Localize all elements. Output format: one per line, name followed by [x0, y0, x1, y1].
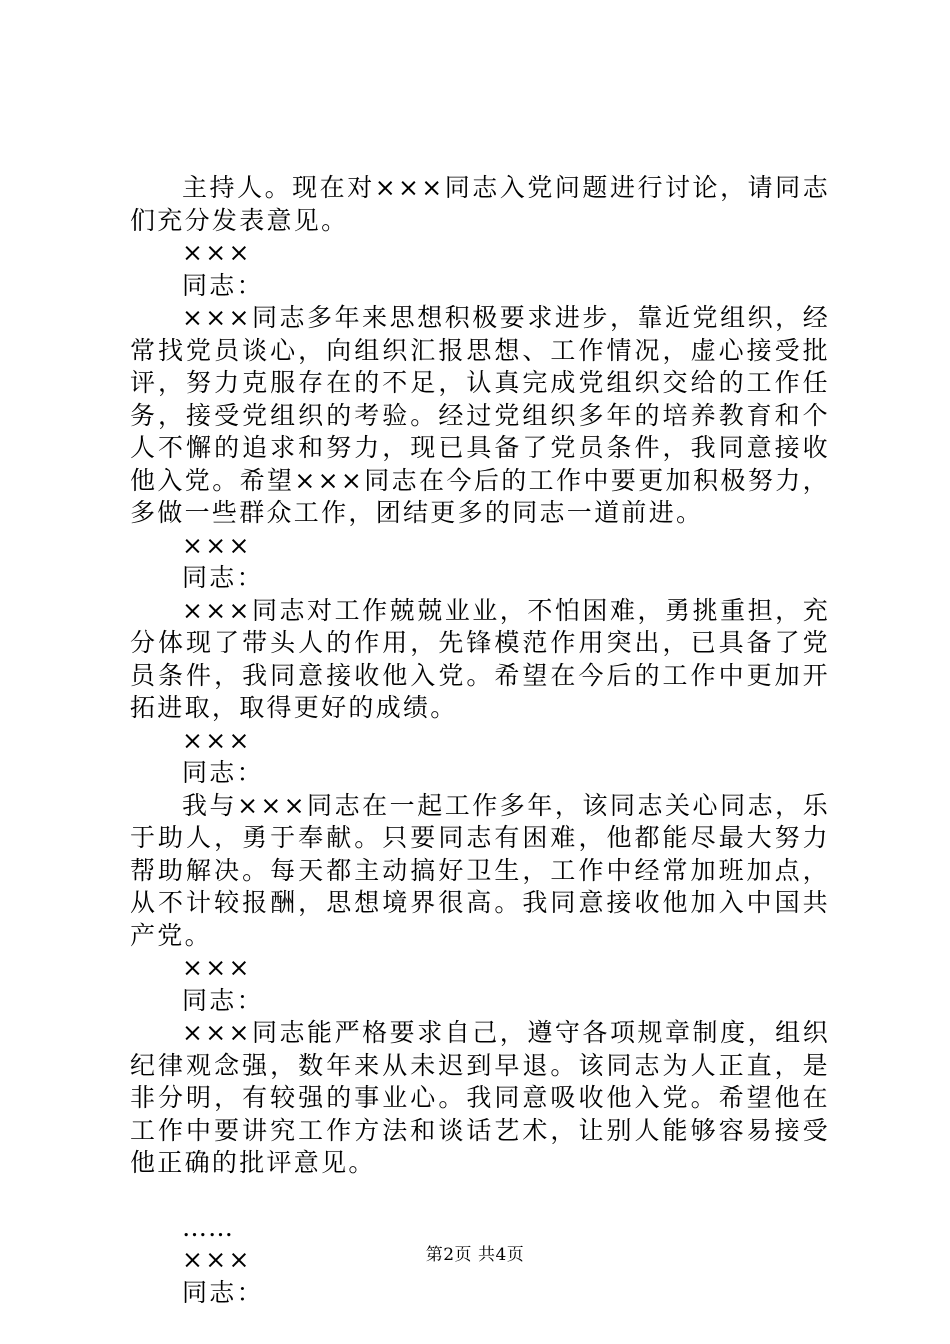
speaker-name: ×××: [182, 530, 252, 560]
speaker-salutation: 同志：: [182, 985, 264, 1015]
speaker-paragraph: ×××同志对工作兢兢业业，不怕困难，勇挑重担，充分体现了带头人的作用，先锋模范作用突出，已具备了党员条件，我同意接收他入党。希望在今后的工作中更加开拓进取，取得更好的成绩。: [130, 595, 830, 722]
intro-paragraph: 主持人。现在对×××同志入党问题进行讨论，请同志们充分发表意见。: [130, 173, 830, 235]
speaker-paragraph: ×××同志多年来思想积极要求进步，靠近党组织，经常找党员谈心，向组织汇报思想、工作情况，虚心接受批评，努力克服存在的不足，认真完成党组织交给的工作任务，接受党组织的考验。经过党组织多年的培养教育和个人不懈的追求和努力，现已具备了党员条件，我同意接收他入党。希望×××同志在今后的工作中要更加积极努力，多做一些群众工作，团结更多的同志一道前进。: [130, 303, 830, 527]
speaker-salutation: 同志：: [182, 563, 264, 592]
speaker-name: ×××: [182, 238, 252, 267]
speaker-salutation: 同志：: [182, 758, 264, 787]
speaker-name: ×××: [182, 953, 252, 982]
speaker-salutation: 同志：: [182, 1277, 264, 1307]
speaker-salutation: 同志：: [182, 270, 264, 300]
speaker-name: ×××: [182, 1245, 252, 1274]
ellipsis: ……: [182, 1212, 234, 1242]
page-footer: 第2页 共4页: [425, 1245, 525, 1265]
speaker-paragraph: 我与×××同志在一起工作多年，该同志关心同志，乐于助人，勇于奉献。只要同志有困难，他都能尽最大努力帮助解决。每天都主动搞好卫生，工作中经常加班加点，从不计较报酬，思想境界很高。我同意接收他加入中国共产党。: [130, 790, 830, 950]
speaker-name: ×××: [182, 725, 252, 755]
document-body: [130, 172, 830, 1309]
speaker-paragraph: ×××同志能严格要求自己，遵守各项规章制度，组织纪律观念强，数年来从未迟到早退。该同志为人正直，是非分明，有较强的事业心。我同意吸收他入党。希望他在工作中要讲究工作方法和谈话艺术，让别人能够容易接受他正确的批评意见。: [130, 1018, 830, 1177]
